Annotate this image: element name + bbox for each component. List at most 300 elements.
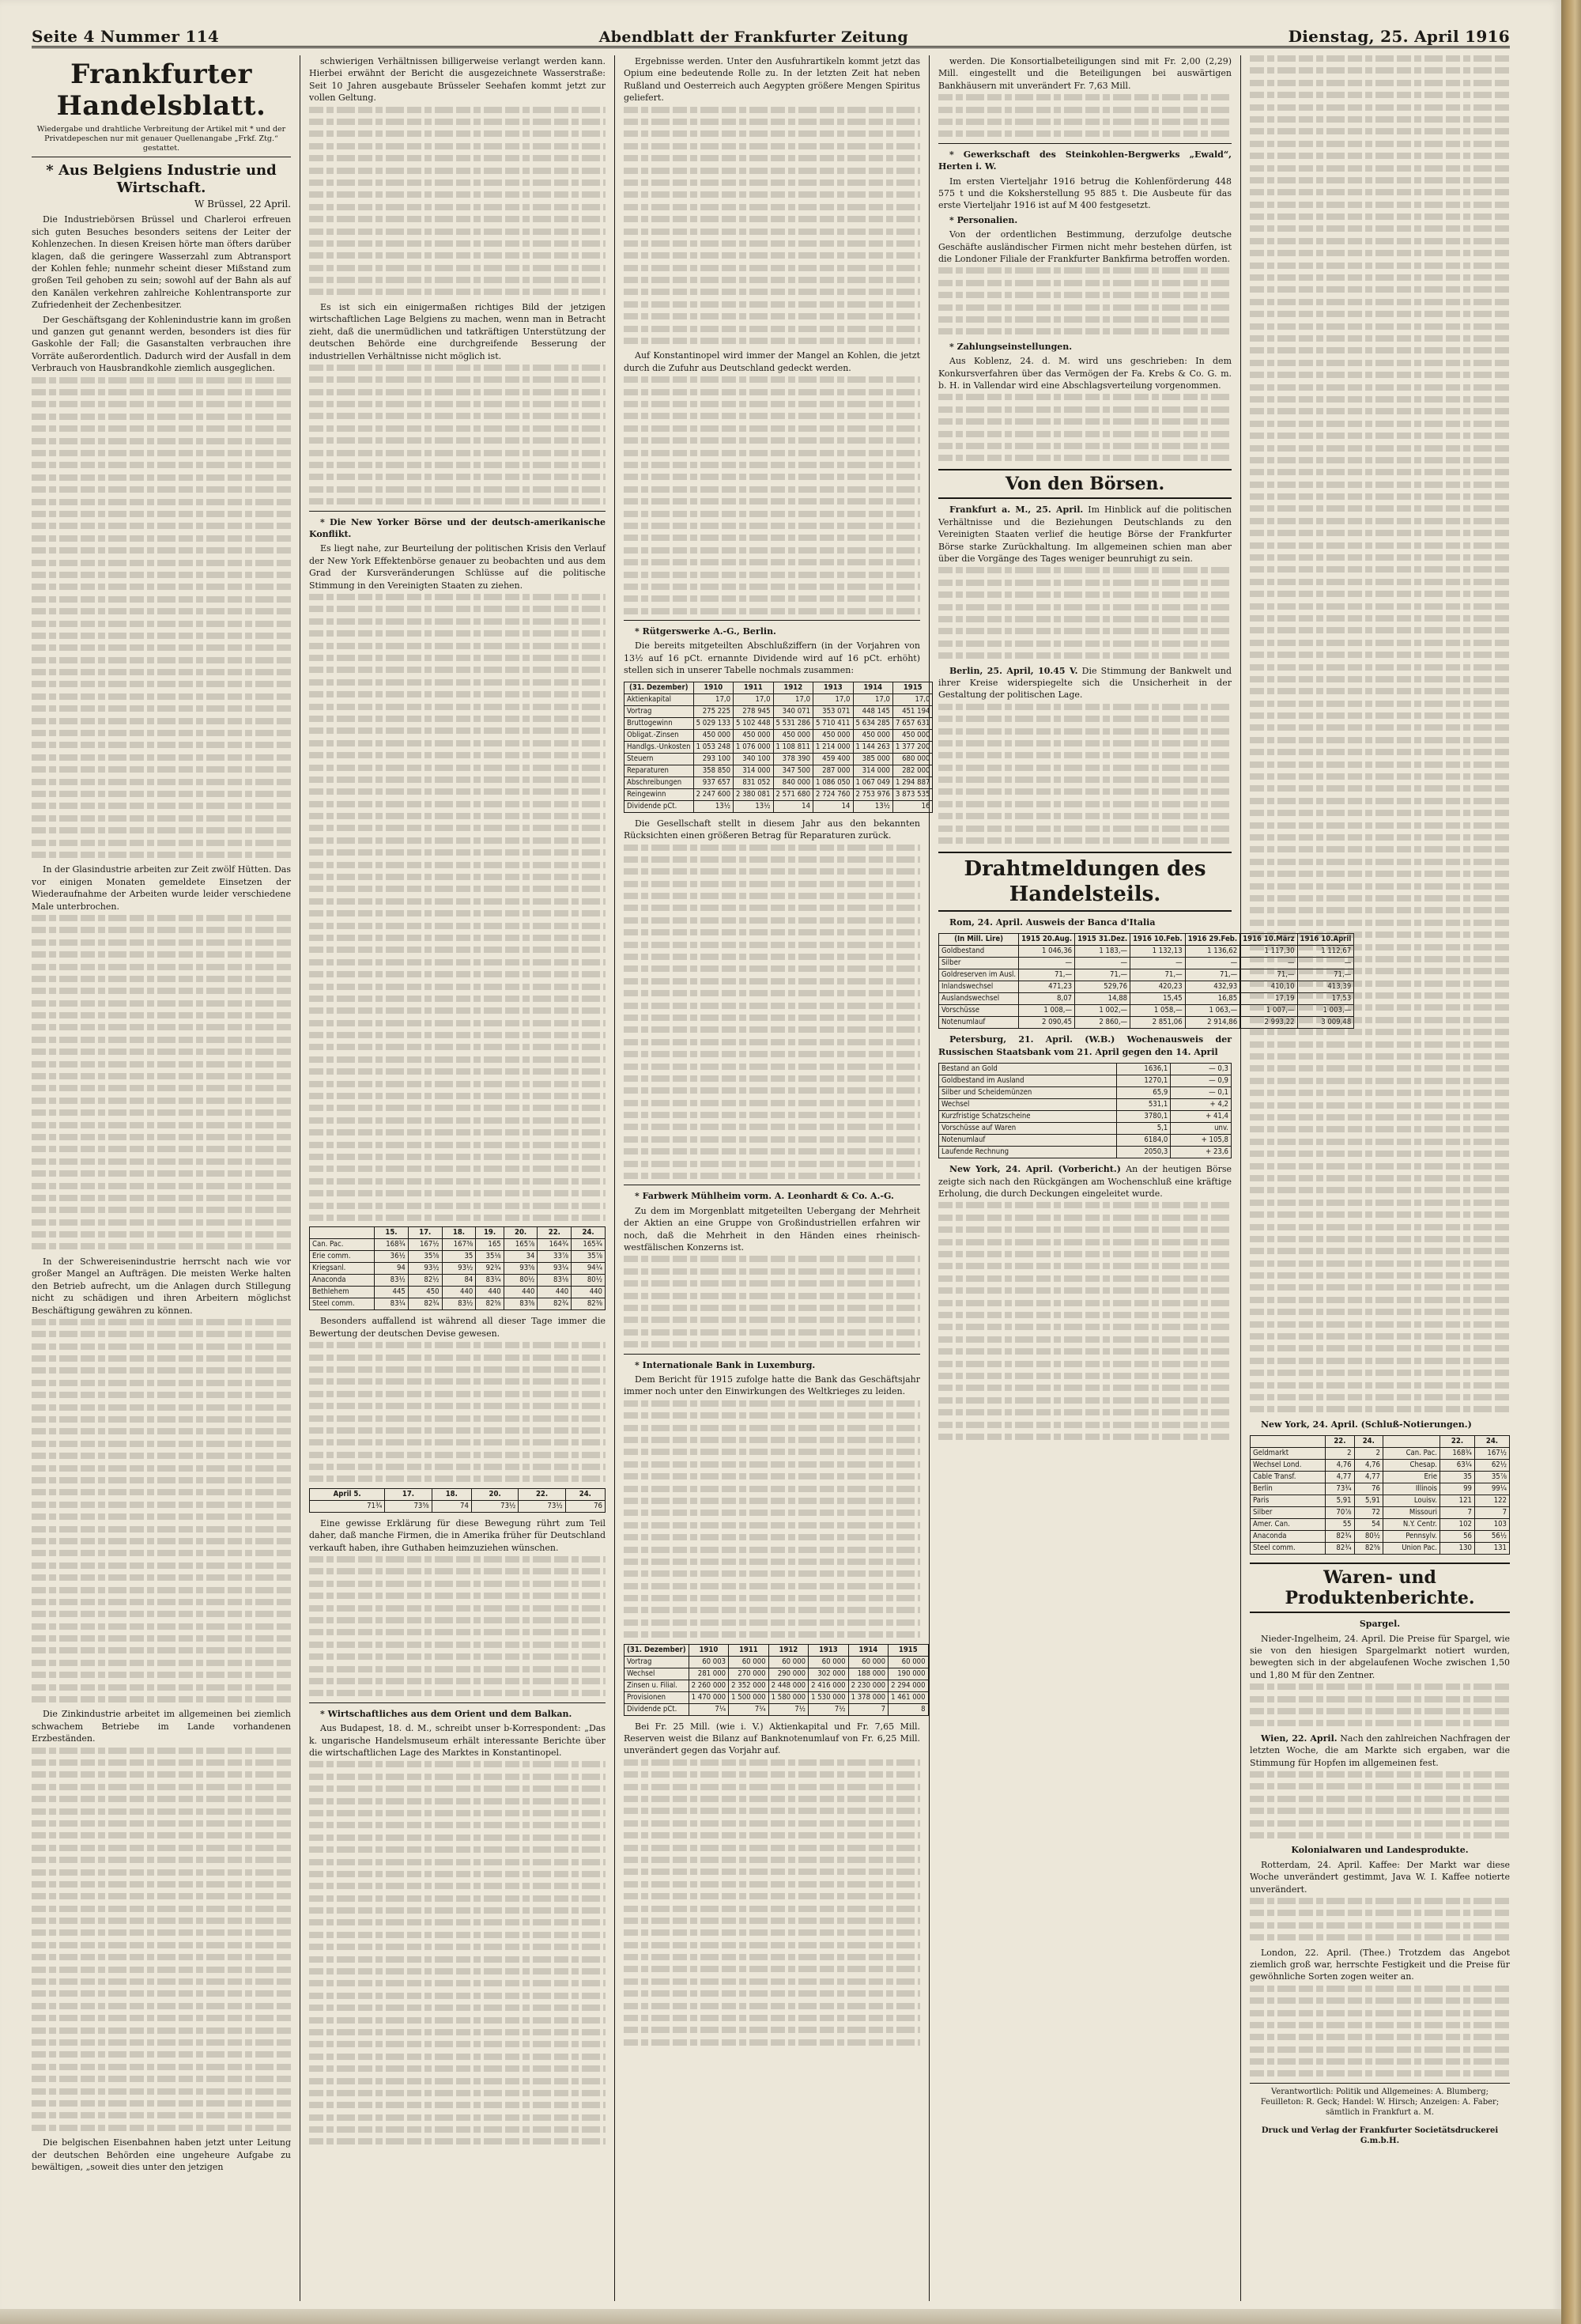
table-cell: 5 102 448 [734, 717, 773, 729]
table-cell: 71,— [1075, 969, 1130, 981]
table-row [310, 1298, 606, 1310]
paragraph: Aus Budapest, 18. d. M., schreibt unser b-Korrespondent: „Das k. ungarische Handelsmuseum erhält interessante Berichte über die wirtschaftlichen Lage des Marktes in Konstantinopel. [309, 1723, 606, 1758]
table-cell: — [1240, 958, 1297, 969]
table-cell: 36½ [375, 1251, 409, 1263]
table-cell: — [1297, 958, 1354, 969]
table-cell: Vorschüsse [939, 1005, 1019, 1017]
paragraph: Die bereits mitgeteilten Abschlußziffern (in der Vorjahren von 13½ auf 16 pCt. ernannte Dividende wird auf 16 pCt. erhöht) stellen sich in unserer Tabelle nochmals zusammen: [624, 641, 920, 676]
table-cell: 60 000 [848, 1656, 888, 1668]
article-body [624, 107, 920, 344]
table-cell: — [1075, 958, 1130, 969]
table-row [624, 729, 933, 741]
table-cell: 82⅜ [476, 1298, 504, 1310]
table-cell: 281 000 [689, 1668, 728, 1680]
table-cell: 290 000 [768, 1668, 808, 1680]
article-body [938, 94, 1232, 137]
table-cell: 4,77 [1326, 1472, 1354, 1483]
table-cell: 73½ [471, 1500, 518, 1512]
table-cell: 420,23 [1130, 981, 1186, 993]
table-header-cell: 18. [432, 1488, 471, 1500]
table-row [1251, 1531, 1510, 1543]
table-row [1251, 1543, 1510, 1555]
table-cell: 17,0 [813, 693, 853, 705]
page-edge-bottom [0, 2309, 1561, 2324]
paragraph: Nieder-Ingelheim, 24. April. Die Preise für Spargel, wie sie von den hiesigen Spargelmarkt notiert wurden, bewegten sich in der abgelaufenen Woche zwischen 1,50 und 1,80 M für den Zentner. [1250, 1633, 1510, 1680]
table-cell: Berlin [1251, 1483, 1326, 1495]
table-cell: 3780,1 [1116, 1111, 1170, 1123]
table-cell: 450 000 [773, 729, 813, 741]
table-cell: Union Pac. [1383, 1543, 1440, 1555]
table-cell: 2 352 000 [729, 1680, 768, 1691]
table-cell: 84 [442, 1275, 476, 1287]
table-cell: 314 000 [853, 765, 892, 777]
table-header-cell: 24. [565, 1488, 605, 1500]
newyork-report: An der heutigen Börse zeigte sich nach den Rückgängen am Wochenschluß eine kräftige Erholung, die durch Deckungen eingeleitet wurde. [938, 1164, 1232, 1200]
boersen-title: Von den Börsen. [938, 469, 1232, 499]
article-title-zahlungseinstellungen: * Zahlungseinstellungen. [949, 341, 1073, 352]
paragraph: London, 22. April. (Thee.) Trotzdem das Angebot ziemlich groß war, herrschte Festigkeit und die Preise für gewöhnliche Sorten zogen weiter an. [1250, 1947, 1510, 1982]
table-cell: 340 071 [773, 705, 813, 717]
divider [938, 143, 1232, 144]
table-cell: 1 003,— [1297, 1005, 1354, 1017]
table-header-cell: 1911 [729, 1644, 768, 1656]
paragraph: Rotterdam, 24. April. Kaffee: Der Markt war diese Woche unverändert gestimmt, Java W. I. Kaffee notierte unverändert. [1250, 1859, 1510, 1895]
table-cell: Reingewinn [624, 788, 694, 800]
table-cell: 167½ [1474, 1448, 1509, 1460]
table-cell: 2 260 000 [689, 1680, 728, 1691]
berlin-report: Die Stimmung der Bankwelt und ihrer Kreise widerspiegelte sich die Unsicherheit in der Gestaltung der politischen Lage. [938, 665, 1232, 701]
table-row [1251, 1460, 1510, 1472]
table-cell: 17,0 [693, 693, 733, 705]
article-body [938, 1202, 1232, 1439]
table-cell: — 0,3 [1171, 1064, 1232, 1075]
table-cell: Notenumlauf [939, 1135, 1117, 1147]
table-cell: 82⅜ [572, 1298, 606, 1310]
table-cell: 1 136,62 [1185, 946, 1240, 958]
table-cell: 293 100 [693, 753, 733, 765]
table-cell: 35⅛ [476, 1251, 504, 1263]
table-cell: 5 029 133 [693, 717, 733, 729]
table-cell: 94 [375, 1263, 409, 1275]
table-cell: Zinsen u. Filial. [624, 1680, 689, 1691]
table-cell: 60 003 [689, 1656, 728, 1668]
table-cell: Silber [1251, 1507, 1326, 1519]
table-cell: 35⅞ [1474, 1472, 1509, 1483]
table-cell: 680 000 [892, 753, 932, 765]
rom-dateline: Rom, 24. April. Ausweis der Banca d'Italia [949, 917, 1156, 928]
waren-title: Waren- und Produktenberichte. [1250, 1563, 1510, 1613]
table-cell: 80½ [1354, 1531, 1383, 1543]
table-cell: 60 000 [889, 1656, 928, 1668]
table-cell: 35⅝ [408, 1251, 442, 1263]
table-cell: 1 046,36 [1019, 946, 1075, 958]
newyork-dateline: New York, 24. April. (Vorbericht.) [949, 1164, 1121, 1175]
table-cell: 7 [1440, 1507, 1475, 1519]
article-body [32, 915, 291, 1250]
page-edge [1561, 0, 1581, 2324]
table-row [939, 1064, 1232, 1075]
article-title-newyork: * Die New Yorker Börse und der deutsch-amerikanische Konflikt. [309, 516, 606, 539]
table-cell: Obligat.-Zinsen [624, 729, 694, 741]
table-header-row [624, 1644, 929, 1656]
table-cell: 450 000 [813, 729, 853, 741]
kolonial-heading: Kolonialwaren und Landesprodukte. [1291, 1845, 1469, 1856]
article-body [309, 594, 606, 1221]
column-5 [1241, 55, 1510, 2301]
table-cell: 1 076 000 [734, 741, 773, 753]
table-header-cell: 15. [375, 1227, 409, 1239]
table-cell: 1 461 000 [889, 1691, 928, 1703]
paragraph: Besonders auffallend ist während all dieser Tage immer die Bewertung der deutschen Devise gewesen. [309, 1316, 606, 1339]
paragraph: Zu dem im Morgenblatt mitgeteilten Uebergang der Mehrheit der Aktien an eine Gruppe von Großindustriellen erfahren wir noch, daß die Mehrheit in den Händen eines rheinisch-westfälischen Konzerns ist. [624, 1205, 920, 1253]
issue-date: Dienstag, 25. April 1916 [1288, 27, 1510, 46]
table-row [1251, 1519, 1510, 1531]
table-cell: 74 [432, 1500, 471, 1512]
table-cell: 93¼ [538, 1263, 572, 1275]
frankfurt-report: Im Hinblick auf die politischen Verhältnisse und die Beziehungen Deutschlands zu den Vereinigten Staaten verlief die heutige Börse der Frankfurter Börse starke Zurückhaltung. Im allgemeinen schien man aber über die Vorgänge des Tages weniger beunruhigt zu sein. [938, 504, 1232, 564]
table-cell: 55 [1326, 1519, 1354, 1531]
table-cell: Vortrag [624, 705, 694, 717]
article-title-gewerkschaft: * Gewerkschaft des Steinkohlen-Bergwerks „Ewald“, Herten i. W. [938, 149, 1232, 172]
table-cell: 1 112,67 [1297, 946, 1354, 958]
table-cell: 270 000 [729, 1668, 768, 1680]
table-cell: 5 710 411 [813, 717, 853, 729]
table-cell: Inlandswechsel [939, 981, 1019, 993]
table-cell: 16 [892, 800, 932, 812]
article-body [624, 845, 920, 1180]
table-cell: Silber [939, 958, 1019, 969]
table-cell: 82½ [408, 1275, 442, 1287]
paragraph: Die belgischen Eisenbahnen haben jetzt unter Leitung der deutschen Behörden eine ungeheure Aufgabe zu bewältigen, „soweit dies unter den jetzigen [32, 2137, 291, 2172]
table-cell: Bethlehem [310, 1287, 375, 1298]
table-cell: 73½ [519, 1500, 565, 1512]
table-cell: Steel comm. [1251, 1543, 1326, 1555]
table-cell: 33⅞ [538, 1251, 572, 1263]
table-cell: 2 090,45 [1019, 1017, 1075, 1029]
table-cell: 937 657 [693, 777, 733, 788]
table-cell: 83⅜ [504, 1298, 538, 1310]
table-cell: 188 000 [848, 1668, 888, 1680]
article-title-personalien: * Personalien. [949, 214, 1018, 225]
table-cell: 168¾ [1440, 1448, 1475, 1460]
table-cell: 831 052 [734, 777, 773, 788]
article-body [32, 1319, 291, 1702]
table-cell: + 4,2 [1171, 1099, 1232, 1111]
table-cell: 80½ [572, 1275, 606, 1287]
table-cell: 56½ [1474, 1531, 1509, 1543]
table-cell: 2 230 000 [848, 1680, 888, 1691]
table-cell: 2 294 000 [889, 1680, 928, 1691]
table-header-cell: 1914 [853, 682, 892, 693]
table-row [939, 1087, 1232, 1099]
table-cell: 1 058,— [1130, 1005, 1186, 1017]
table-cell: 451 194 [892, 705, 932, 717]
table-header-cell [1251, 1436, 1326, 1448]
paragraph: Der Geschäftsgang der Kohlenindustrie kann im großen und ganzen gut genannt werden, besonders ist dies für Gaskohle der Fall; die Gasanstalten verbrauchen ihre Vorräte außerordentlich. Dadurch wird der Ausfall in dem Verbrauch von Hausbrandkohle ziemlich ausgeglichen. [32, 314, 291, 374]
table-cell: 459 400 [813, 753, 853, 765]
table-cell: 278 945 [734, 705, 773, 717]
table-cell: 445 [375, 1287, 409, 1298]
table-cell: 102 [1440, 1519, 1475, 1531]
table-cell: 529,76 [1075, 981, 1130, 993]
column-3 [615, 55, 930, 2301]
table-cell: 413,39 [1297, 981, 1354, 993]
ruetgers-balance-table [624, 682, 933, 813]
russian-staatsbank-table [938, 1063, 1232, 1158]
table-cell: 1 002,— [1075, 1005, 1130, 1017]
table-cell: Pennsylv. [1383, 1531, 1440, 1543]
table-cell: 190 000 [889, 1668, 928, 1680]
table-cell: 410,10 [1240, 981, 1297, 993]
table-cell: — [1185, 958, 1240, 969]
table-row [624, 705, 933, 717]
table-row [624, 717, 933, 729]
table-cell: 72 [1354, 1507, 1383, 1519]
table-cell: 450 000 [734, 729, 773, 741]
table-cell: Dividende pCt. [624, 1703, 689, 1715]
columns [32, 55, 1510, 2301]
table-row [624, 777, 933, 788]
article-body [938, 567, 1232, 659]
article-body [624, 1256, 920, 1347]
table-cell: 1 377 200 [892, 741, 932, 753]
article-body [309, 365, 606, 504]
article-body [938, 267, 1232, 334]
table-cell: 99¼ [1474, 1483, 1509, 1495]
table-cell: 130 [1440, 1543, 1475, 1555]
table-cell: 83¼ [476, 1275, 504, 1287]
table-cell: + 23,6 [1171, 1147, 1232, 1158]
table-cell: — [1130, 958, 1186, 969]
table-cell: 93½ [408, 1263, 442, 1275]
table-cell: 80½ [504, 1275, 538, 1287]
table-cell: 1 214 000 [813, 741, 853, 753]
table-header-cell: 1910 [693, 682, 733, 693]
article-title-farbwerk: * Farbwerk Mühlheim vorm. A. Leonhardt & Co. A.-G. [635, 1191, 894, 1202]
table-row [624, 1691, 929, 1703]
table-cell: Handlgs.-Unkosten [624, 741, 694, 753]
table-cell: 131 [1474, 1543, 1509, 1555]
table-cell: 1 117,30 [1240, 946, 1297, 958]
table-cell: 56 [1440, 1531, 1475, 1543]
table-cell: Steuern [624, 753, 694, 765]
table-cell: 15,45 [1130, 993, 1186, 1005]
table-cell: 287 000 [813, 765, 853, 777]
table-row [310, 1251, 606, 1263]
table-header-cell: 1913 [809, 1644, 848, 1656]
table-cell: 17,0 [773, 693, 813, 705]
table-cell: 71¾ [310, 1500, 385, 1512]
wien-report: Nach den zahlreichen Nachfragen der letzten Woche, die am Markte sich ergaben, war die Stimmung für Hopfen im allgemeinen fest. [1250, 1733, 1510, 1768]
table-cell: 450 [408, 1287, 442, 1298]
page-number: Seite 4 Nummer 114 [32, 27, 220, 46]
divider [309, 1702, 606, 1703]
table-cell: — 0,1 [1171, 1087, 1232, 1099]
table-cell: 60 000 [768, 1656, 808, 1668]
divider [309, 511, 606, 512]
table-cell: 17,0 [853, 693, 892, 705]
table-cell: 164¾ [538, 1239, 572, 1251]
table-cell: 1270,1 [1116, 1075, 1170, 1087]
table-cell: 5,1 [1116, 1123, 1170, 1135]
table-cell: Goldbestand im Ausland [939, 1075, 1117, 1087]
imprint-responsible: Verantwortlich: Politik und Allgemeines: A. Blumberg; Feuilleton: R. Geck; Handel: W. Hirsch; Anzeigen: A. Faber; sämtlich in Frankfurt a. M. [1250, 2083, 1510, 2118]
table-cell: 2 [1326, 1448, 1354, 1460]
table-cell: 1 067 049 [853, 777, 892, 788]
table-cell: N.Y. Centr. [1383, 1519, 1440, 1531]
table-cell: 440 [538, 1287, 572, 1298]
table-header-row [310, 1227, 606, 1239]
table-cell: 168¾ [375, 1239, 409, 1251]
table-cell: 54 [1354, 1519, 1383, 1531]
table-row [1251, 1507, 1510, 1519]
table-cell: 63¼ [1440, 1460, 1475, 1472]
table-cell: 1 530 000 [809, 1691, 848, 1703]
table-cell: 2 753 976 [853, 788, 892, 800]
ny-closing-dateline: New York, 24. April. (Schluß-Notierungen.) [1261, 1419, 1472, 1430]
table-cell: 471,23 [1019, 981, 1075, 993]
table-cell: 1 294 887 [892, 777, 932, 788]
table-cell: 378 390 [773, 753, 813, 765]
table-cell: 35 [1440, 1472, 1475, 1483]
table-cell: 13½ [693, 800, 733, 812]
table-cell: Reparaturen [624, 765, 694, 777]
table-cell: 60 000 [729, 1656, 768, 1668]
table-cell: 347 500 [773, 765, 813, 777]
table-cell: 2 851,06 [1130, 1017, 1186, 1029]
table-cell: 1 086 050 [813, 777, 853, 788]
table-cell: 440 [504, 1287, 538, 1298]
table-cell: 1 144 263 [853, 741, 892, 753]
table-cell: Kriegsanl. [310, 1263, 375, 1275]
table-cell: 2 860,— [1075, 1017, 1130, 1029]
table-cell: Goldreserven im Ausl. [939, 969, 1019, 981]
table-cell: 2 993,22 [1240, 1017, 1297, 1029]
table-cell: 71,— [1019, 969, 1075, 981]
table-cell: 450 000 [853, 729, 892, 741]
table-header-cell: 1912 [773, 682, 813, 693]
table-cell: 14 [813, 800, 853, 812]
table-cell: 99 [1440, 1483, 1475, 1495]
table-cell: 1 470 000 [689, 1691, 728, 1703]
table-cell: 282 000 [892, 765, 932, 777]
divider [624, 1354, 920, 1355]
table-cell: 7¼ [729, 1703, 768, 1715]
article-body [32, 377, 291, 858]
table-cell: 2 448 000 [768, 1680, 808, 1691]
paragraph: Auf Konstantinopel wird immer der Mangel an Kohlen, die jetzt durch die Zufuhr aus Deutschland gedeckt werden. [624, 350, 920, 373]
table-header-cell: 1915 [892, 682, 932, 693]
table-cell: 4,76 [1354, 1460, 1383, 1472]
table-row [939, 1111, 1232, 1123]
section-title: Frankfurter Handelsblatt. [56, 59, 266, 122]
table-cell: 1 108 811 [773, 741, 813, 753]
table-cell: 440 [476, 1287, 504, 1298]
table-cell: 531,1 [1116, 1099, 1170, 1111]
paragraph: Von der ordentlichen Bestimmung, derzufolge deutsche Geschäfte ausländischer Firmen nicht mehr bestehen dürfen, ist die Londoner Filiale der Frankfurter Bankfirma betroffen worden. [938, 229, 1232, 265]
newyork-price-table [309, 1226, 606, 1310]
table-cell: Geldmarkt [1251, 1448, 1326, 1460]
table-cell: 450 000 [693, 729, 733, 741]
table-cell: 83½ [375, 1275, 409, 1287]
ny-closing-table [1250, 1435, 1510, 1555]
table-cell: 1 378 000 [848, 1691, 888, 1703]
table-cell: Amer. Can. [1251, 1519, 1326, 1531]
table-cell: 82¾ [538, 1298, 572, 1310]
table-row [310, 1287, 606, 1298]
paragraph: schwierigen Verhältnissen billigerweise verlangt werden kann. Hierbei erwähnt der Bericht die ausgezeichnete Wasserstraße: Seit 10 Jahren ausgebaute Brüsseler Seehafen kommt jetzt zur vollen Geltung. [309, 56, 606, 104]
table-cell: 275 225 [693, 705, 733, 717]
table-row [624, 788, 933, 800]
table-cell: Erie comm. [310, 1251, 375, 1263]
table-cell: 13½ [853, 800, 892, 812]
table-header-cell: 22. [538, 1227, 572, 1239]
table-cell: — [1019, 958, 1075, 969]
table-row [624, 1703, 929, 1715]
table-header-cell: 1916 29.Feb. [1185, 934, 1240, 946]
table-header-cell: (31. Dezember) [624, 682, 694, 693]
table-header-cell [310, 1227, 375, 1239]
table-cell: 6184,0 [1116, 1135, 1170, 1147]
article-title-belgien: * Aus Belgiens Industrie und Wirtschaft. [46, 162, 277, 196]
newspaper-name: Abendblatt der Frankfurter Zeitung [598, 28, 908, 46]
table-row [624, 1680, 929, 1691]
table-cell: 7 [1474, 1507, 1509, 1519]
table-cell: 2 380 081 [734, 788, 773, 800]
table-cell: 167⅜ [442, 1239, 476, 1251]
paragraph: werden. Die Konsortialbeteiligungen sind mit Fr. 2,00 (2,29) Mill. eingestellt und die Beteiligungen bei auswärtigen Bankhäusern mit unverändert Fr. 7,63 Mill. [938, 56, 1232, 91]
table-row [624, 693, 933, 705]
table-cell: Illinois [1383, 1483, 1440, 1495]
table-cell: Wechsel [624, 1668, 689, 1680]
table-header-cell: 1915 [889, 1644, 928, 1656]
table-row [1251, 1483, 1510, 1495]
table-cell: 82¾ [1326, 1543, 1354, 1555]
table-cell: 7 657 631 [892, 717, 932, 729]
table-cell: 16,85 [1185, 993, 1240, 1005]
table-cell: + 105,8 [1171, 1135, 1232, 1147]
table-row [310, 1275, 606, 1287]
table-cell: 2 724 760 [813, 788, 853, 800]
table-cell: 2 914,86 [1185, 1017, 1240, 1029]
table-cell: 14 [773, 800, 813, 812]
table-cell: 17,0 [734, 693, 773, 705]
table-cell: Silber und Scheidemünzen [939, 1087, 1117, 1099]
frankfurt-dateline: Frankfurt a. M., 25. April. [949, 504, 1084, 516]
table-cell: Wechsel Lond. [1251, 1460, 1326, 1472]
table-cell: 17,19 [1240, 993, 1297, 1005]
paragraph: In der Glasindustrie arbeiten zur Zeit zwölf Hütten. Das vor einigen Monaten gemeldete Einsetzen der Wiederaufnahme der Arbeiten wurde leider verschiedene Male unterbrochen. [32, 864, 291, 912]
article-body [1250, 1898, 1510, 1940]
table-cell: 103 [1474, 1519, 1509, 1531]
table-cell: 1 183,— [1075, 946, 1130, 958]
table-row [939, 1135, 1232, 1147]
table-cell: 92¾ [476, 1263, 504, 1275]
table-cell: 4,77 [1354, 1472, 1383, 1483]
column-1 [32, 55, 300, 2301]
table-row [939, 1147, 1232, 1158]
table-cell: 71,— [1240, 969, 1297, 981]
table-row [1251, 1472, 1510, 1483]
table-cell: 76 [565, 1500, 605, 1512]
table-cell: Erie [1383, 1472, 1440, 1483]
table-header-cell: 22. [1326, 1436, 1354, 1448]
article-body [309, 107, 606, 296]
table-cell: Can. Pac. [1383, 1448, 1440, 1460]
table-cell: 7¼ [689, 1703, 728, 1715]
table-header-cell: (In Mill. Lire) [939, 934, 1019, 946]
table-cell: 14,88 [1075, 993, 1130, 1005]
